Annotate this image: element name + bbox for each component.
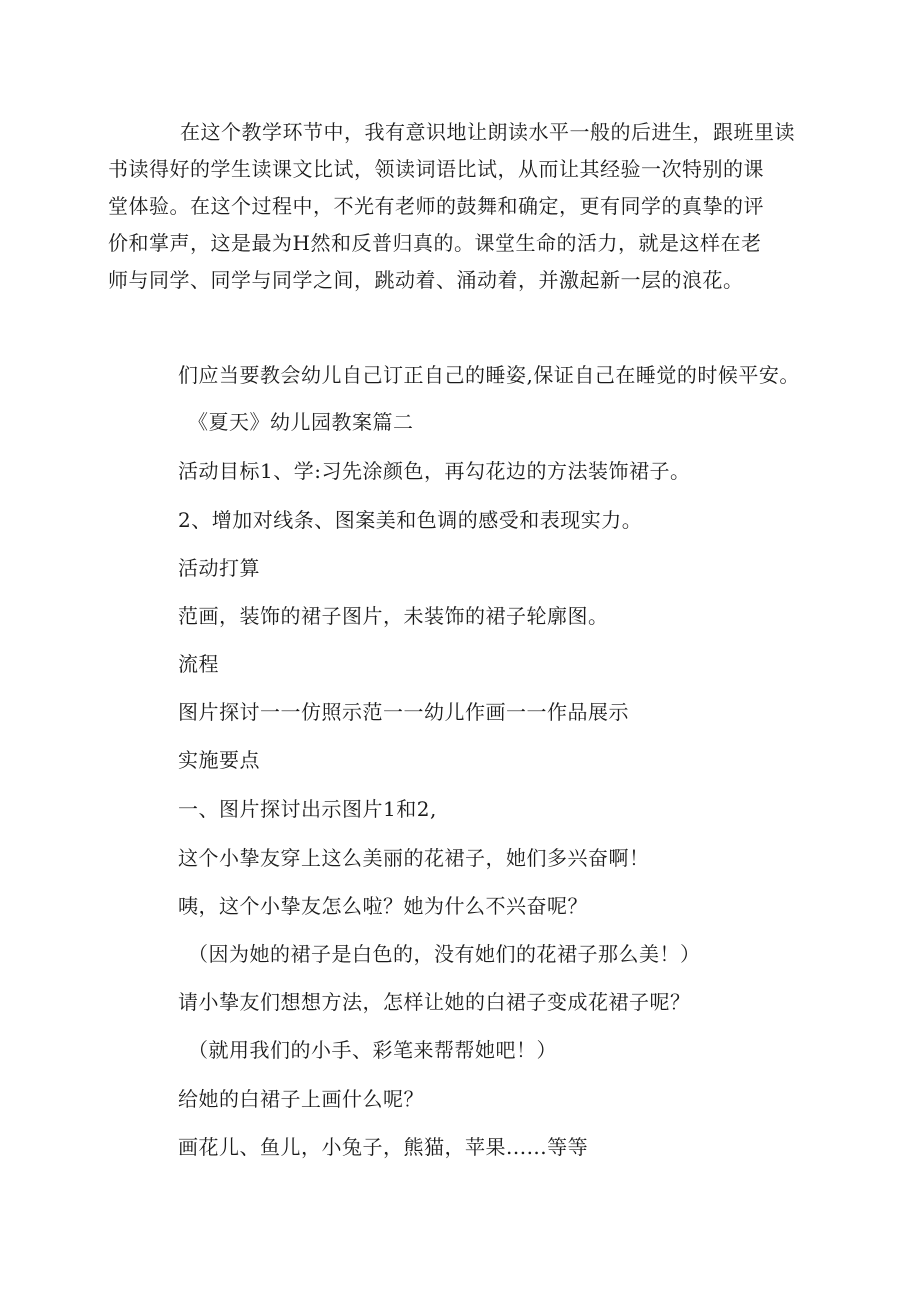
paragraph-line: 堂体验。在这个过程中，不光有老师的鼓舞和确定，更有同学的真挚的评	[108, 194, 764, 218]
text-line-step-one: 一、图片探讨出示图片1和2,	[178, 797, 437, 821]
text-line-process-steps: 图片探讨一一仿照示范一一幼儿作画一一作品展示	[178, 700, 629, 724]
text-line-dialogue: 这个小挚友穿上这么美丽的花裙子，她们多兴奋啊！	[178, 846, 650, 870]
text-line-dialogue: 请小挚友们想想方法，怎样让她的白裙子变成花裙子呢？	[178, 990, 691, 1014]
text-line-dialogue: （就用我们的小手、彩笔来帮帮她吧！）	[188, 1038, 557, 1062]
text-line-materials: 范画，装饰的裙子图片，未装饰的裙子轮廓图。	[178, 604, 609, 628]
text-line-sleep-posture: 们应当要教会幼儿自己订正自己的睡姿,保证自己在睡觉的时候平安。	[178, 363, 800, 387]
subheading-process: 流程	[178, 652, 219, 676]
paragraph-line: 价和掌声，这是最为H然和反普归真的。课堂生命的活力，就是这样在老	[108, 231, 762, 255]
activity-goal-line: 2、增加对线条、图案美和色调的感受和表现实力。	[178, 508, 643, 532]
section-heading: 《夏天》幼儿园教案篇二	[188, 410, 414, 434]
paragraph-teaching-reflection	[108, 114, 798, 299]
subheading-key-points: 实施要点	[178, 748, 260, 772]
text-line-dialogue: （因为她的裙子是白色的，没有她们的花裙子那么美！）	[188, 942, 701, 966]
text-line-dialogue: 画花儿、鱼儿，小兔子，熊猫，苹果......等等	[178, 1135, 589, 1159]
activity-goal-line: 活动目标1、学:习先涂颜色，再勾花边的方法装饰裙子。	[178, 459, 691, 483]
text-line-dialogue: 咦，这个小挚友怎么啦？她为什么不兴奋呢？	[178, 894, 588, 918]
paragraph-line: 师与同学、同学与同学之间，跳动着、涌动着，并激起新一层的浪花。	[108, 268, 744, 292]
text-line-dialogue: 给她的白裙子上画什么呢？	[178, 1087, 424, 1111]
subheading-preparation: 活动打算	[178, 556, 260, 580]
paragraph-line: 在这个教学环节中，我有意识地让朗读水平一般的后进生，跟班里读	[180, 120, 795, 144]
paragraph-line: 书读得好的学生读课文比试，领读词语比试，从而让其经验一次特别的课	[108, 157, 764, 181]
